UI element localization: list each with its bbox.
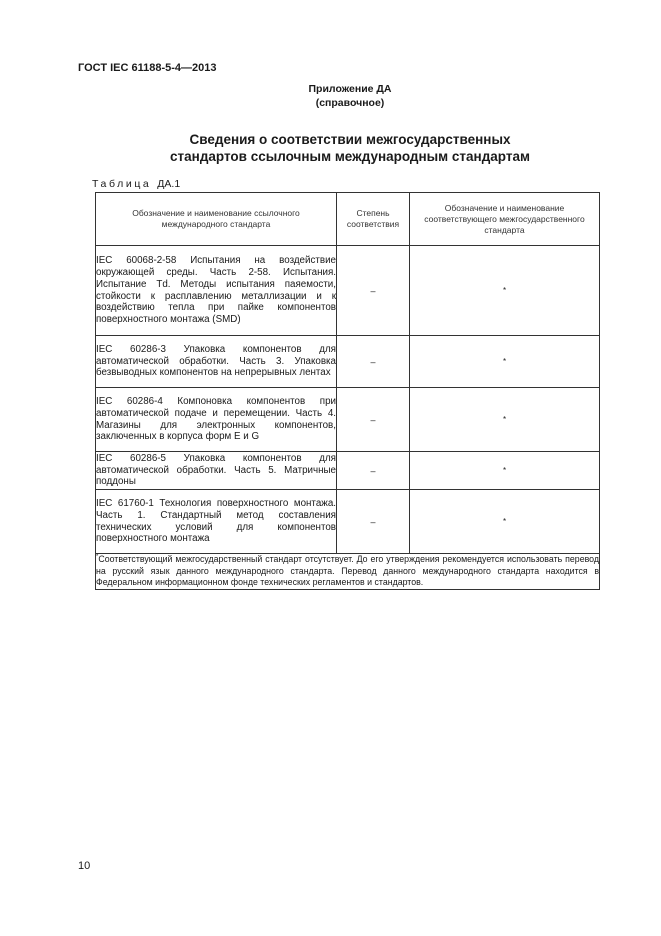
table-header-row bbox=[96, 193, 600, 246]
table-row bbox=[96, 490, 600, 554]
header-international-standard: Обозначение и наименование ссылочного международного стандарта bbox=[96, 193, 337, 246]
table-row bbox=[96, 388, 600, 452]
degree-cell: – bbox=[337, 336, 410, 388]
table-note-row bbox=[96, 554, 600, 590]
table-label-word: Таблица bbox=[92, 178, 152, 190]
degree-cell: – bbox=[337, 452, 410, 490]
degree-cell: – bbox=[337, 246, 410, 336]
footnote-text: Соответствующий межгосударственный стандарт отсутствует. До его утверждения рекомендуется использовать перевод на русский язык данного международного стандарта. Перевод данного международного стандарта находится в Федеральном информационном фонде технических регламентов и стандартов. bbox=[96, 554, 599, 587]
document-code: ГОСТ IEC 61188-5-4—2013 bbox=[78, 62, 217, 74]
section-title-line-1: Сведения о соответствии межгосударственных bbox=[189, 132, 511, 147]
annex-type: (справочное) bbox=[315, 97, 385, 109]
annex-heading bbox=[280, 82, 420, 110]
footnote-marker: * bbox=[96, 554, 99, 561]
table-label-id: ДА.1 bbox=[157, 178, 181, 190]
footnote-mark-cell: * bbox=[410, 490, 600, 554]
standard-cell: IEC 60286-3 Упаковка компонентов для автоматической обработки. Часть 3. Упаковка безвыводных компонентов на непрерывных лентах bbox=[96, 336, 337, 388]
standard-cell: IEC 60068-2-58 Испытания на воздействие окружающей среды. Часть 2-58. Испытания. Испытание Td. Методы испытания паяемости, стойкости к расплавлению металлизации и к воздействию тепла при пайке компонентов поверхностного монтажа (SMD) bbox=[96, 246, 337, 336]
table-row bbox=[96, 336, 600, 388]
table-footnote bbox=[96, 554, 600, 590]
header-interstate-standard: Обозначение и наименование соответствующего межгосударственного стандарта bbox=[410, 193, 600, 246]
table-row bbox=[96, 452, 600, 490]
table-label bbox=[92, 178, 180, 190]
degree-cell: – bbox=[337, 490, 410, 554]
standard-cell: IEC 60286-4 Компоновка компонентов при автоматической подаче и перемещении. Часть 4. Магазины для электронных компонентов, заключенных в корпуса форм E и G bbox=[96, 388, 337, 452]
section-title-line-2: стандартов ссылочным международным стандартам bbox=[170, 149, 530, 164]
page-number: 10 bbox=[78, 860, 91, 872]
standard-cell: IEC 60286-5 Упаковка компонентов для автоматической обработки. Часть 5. Матричные поддоны bbox=[96, 452, 337, 490]
correspondence-table bbox=[95, 192, 600, 590]
footnote-mark-cell: * bbox=[410, 336, 600, 388]
footnote-mark-cell: * bbox=[410, 452, 600, 490]
table-row bbox=[96, 246, 600, 336]
annex-title: Приложение ДА bbox=[308, 83, 392, 95]
footnote-mark-cell: * bbox=[410, 388, 600, 452]
footnote-mark-cell: * bbox=[410, 246, 600, 336]
degree-cell: – bbox=[337, 388, 410, 452]
header-correspondence-degree: Степень соответствия bbox=[337, 193, 410, 246]
standard-cell: IEC 61760-1 Технология поверхностного монтажа. Часть 1. Стандартный метод составления технических условий для компонентов поверхностного монтажа bbox=[96, 490, 337, 554]
section-title bbox=[120, 131, 580, 165]
